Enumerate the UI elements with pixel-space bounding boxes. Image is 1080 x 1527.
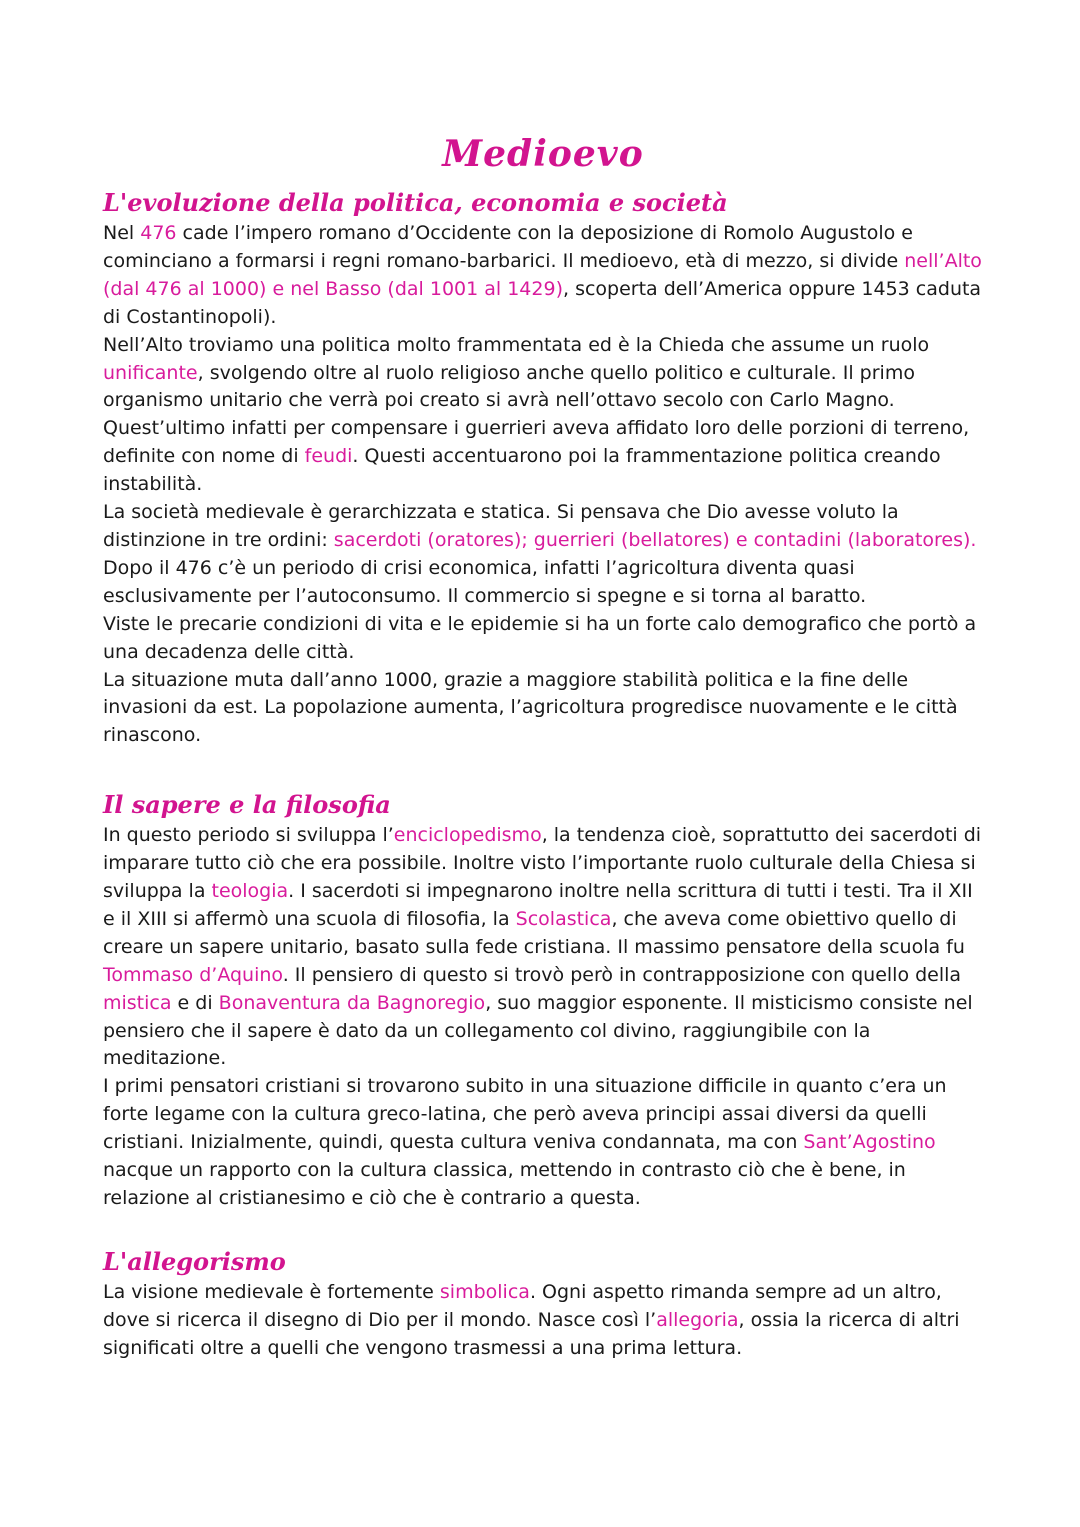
section-heading: Il sapere e la filosofia: [103, 790, 391, 820]
highlighted-term: sacerdoti (oratores); guerrieri (bellatores) e contadini (laboratores).: [333, 528, 977, 551]
text-run: La società medievale è gerarchizzata e statica. Si pensava che Dio avesse voluto la distinzione in tre ordini:: [103, 501, 899, 551]
paragraph: [103, 1279, 983, 1363]
text-run: , la tendenza cioè, soprattutto dei sacerdoti di imparare tutto ciò che era possibile. Inoltre visto l’importante ruolo culturale della Chiesa si sviluppa la: [103, 824, 982, 903]
highlighted-term: 476: [140, 222, 177, 244]
paragraph: [103, 611, 983, 667]
document-title: Medioevo: [442, 133, 644, 175]
highlighted-term: allegoria: [656, 1308, 739, 1331]
section-heading: L'allegorismo: [103, 1246, 286, 1276]
highlighted-term: Bonaventura da Bagnoregio: [218, 991, 486, 1014]
text-run: . Il pensiero di questo si trovò però in contrapposizione con quello della: [282, 963, 962, 986]
section-politica: [103, 186, 983, 750]
highlighted-term: unificante: [103, 361, 198, 384]
text-run: . I sacerdoti si impegnarono inoltre nella scrittura di tutti i testi. Tra il XII e il XIII si affermò una scuola di filosofia, la: [103, 880, 973, 930]
paragraph: [103, 499, 983, 555]
text-run: , scoperta dell’America oppure 1453 caduta di Costantinopoli).: [103, 277, 982, 328]
paragraph: [103, 555, 983, 611]
highlighted-term: Sant’Agostino: [803, 1131, 936, 1154]
highlighted-term: Scolastica: [515, 907, 612, 930]
text-run: Nell’Alto troviamo una politica molto frammentata ed è la Chieda che assume un ruolo: [103, 333, 930, 356]
text-run: nacque un rapporto con la cultura classica, mettendo in contrasto ciò che è bene, in relazione al cristianesimo e ciò che è contrario a questa.: [103, 1159, 906, 1209]
highlighted-term: enciclopedismo: [393, 824, 542, 847]
text-run: La situazione muta dall’anno 1000, grazie a maggiore stabilità politica e la fine delle invasioni da est. La popolazione aumenta, l’agricoltura progredisce nuovamente e le città rinascono.: [103, 668, 958, 747]
text-run: . Ogni aspetto rimanda sempre ad un altro, dove si ricerca il disegno di Dio per il mondo. Nasce così l’: [103, 1280, 942, 1331]
paragraph: [103, 667, 983, 751]
text-run: cade l’impero romano d’Occidente con la deposizione di Romolo Augustolo e cominciano a formarsi i regni romano-barbarici. Il medioevo, età di mezzo, si divide: [103, 222, 913, 272]
section-heading: L'evoluzione della politica, economia e società: [103, 188, 728, 217]
section-sapere: [103, 788, 983, 1213]
text-run: In questo periodo si sviluppa l’: [103, 824, 394, 847]
text-run: I primi pensatori cristiani si trovarono subito in una situazione difficile in quanto c’era un forte legame con la cultura greco-latina, che però aveva principi assai diversi da quelli cristiani. Inizialmente, quindi, questa cultura veniva condannata, ma con: [103, 1075, 947, 1154]
text-run: , svolgendo oltre al ruolo religioso anche quello politico e culturale. Il primo organismo unitario che verrà poi creato si avrà nell’ottavo secolo con Carlo Magno. Quest’ultimo infatti per compensare i guerrieri aveva affidato loro delle porzioni di terreno, definite con nome di: [103, 361, 970, 468]
text-run: . Questi accentuarono poi la frammentazione politica creando instabilità.: [103, 445, 941, 496]
highlighted-term: teologia: [211, 880, 289, 903]
paragraph: [103, 220, 983, 332]
text-run: , ossia la ricerca di altri significati oltre a quelli che vengono trasmessi a una prima lettura.: [103, 1308, 960, 1359]
highlighted-term: feudi: [304, 445, 353, 468]
highlighted-term: nell’Alto (dal 476 al 1000) e nel Basso (dal 1001 al 1429): [103, 249, 982, 300]
paragraph: [103, 822, 983, 1073]
paragraph: [103, 332, 983, 499]
document-page: [103, 128, 983, 1363]
text-run: , suo maggior esponente. Il misticismo consiste nel pensiero che il sapere è dato da un collegamento col divino, raggiungibile con la meditazione.: [103, 991, 973, 1070]
paragraph: [103, 1073, 983, 1213]
text-run: e di: [171, 991, 219, 1014]
spacer: [103, 750, 983, 788]
highlighted-term: Tommaso d’Aquino: [103, 963, 283, 986]
highlighted-term: simbolica: [439, 1280, 530, 1303]
text-run: , che aveva come obiettivo quello di creare un sapere unitario, basato sulla fede cristiana. Il massimo pensatore della scuola fu: [103, 907, 965, 958]
spacer: [103, 1213, 983, 1245]
highlighted-term: mistica: [103, 991, 172, 1014]
text-run: Viste le precarie condizioni di vita e le epidemie si ha un forte calo demografico che portò a una decadenza delle città.: [103, 612, 977, 663]
text-run: Nel: [103, 222, 141, 244]
text-run: La visione medievale è fortemente: [103, 1280, 440, 1303]
text-run: Dopo il 476 c’è un periodo di crisi economica, infatti l’agricoltura diventa quasi esclusivamente per l’autoconsumo. Il commercio si spegne e si torna al baratto.: [103, 556, 867, 607]
section-allegorismo: [103, 1245, 983, 1363]
